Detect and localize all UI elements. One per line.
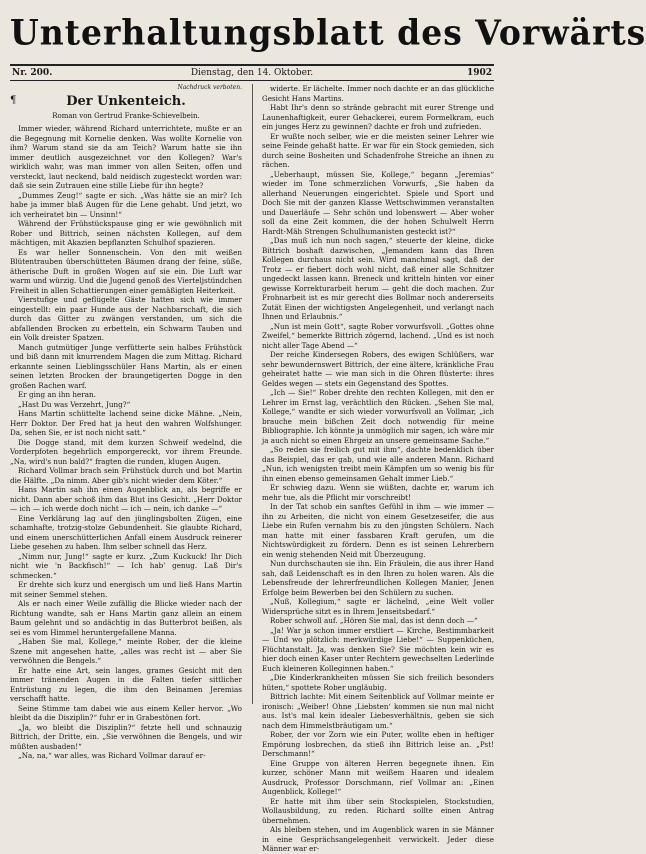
left-paragraph: Vierstufige und geflügelte Gäste hatten sich wie immer eingestellt: ein paar Hunde aus der Nachbarschaft, die sich durch das Gitter zu zwängen verstanden, um sich die abfallenden Brocken zu erbetteln, ein Schwarm Tauben und ein Volk dreister Spatzen. [10,295,242,342]
left-paragraph: „Nimm nur, Jung!“ sagte er kurz. „Zum Kuckuck! Ihr Dich nicht wie 'n Backfisch!“ — Ich hab' genug. Laß Dir's schmecken.“ [10,551,242,580]
right-paragraph: Bittrich lachte: Mit einem Seitenblick auf Vollmar meinte er ironisch: „Weiber! Ohne ‚Liebsten‘ kommen sie nun mal nicht aus. Ist's mal kein idealer Liebesverhältnis, geben sie sich nach dem Himmelstbräutigam um.“ [262,692,494,730]
left-paragraph: Richard Vollmar brach sein Frühstück durch und bot Martin die Hälfte. „Da nimm. Aber gib's nicht wieder dem Köter.“ [10,466,242,485]
masthead-title: Unterhaltungsblatt des Vorwärts [10,12,646,53]
left-column [10,84,242,760]
left-paragraph: „Haben Sie mal, Kollege,“ meinte Rober, der die kleine Szene mit angesehen hatte, „alles was recht ist — aber Sie verwöhnen die Bengels.“ [10,637,242,665]
left-paragraph: Während der Frühstückspause ging er wie gewöhnlich mit Rober und Bittrich, seinen nächsten Kollegen, auf dem mächtigen, mit Akazien bepflanzten Schulhof spazieren. [10,219,242,247]
right-paragraph: In der Tat schob ein sanftes Gefühl in ihm — wie immer — ihn zu Arbeiten, die nicht von einem Gesetzeseifer, die aus Liebe ein Rufen vernahm bis zu den jüngsten Schülern. Nach man hatte mit einer fassbaren Kraft gerufen, um die Nichtswürdigkeit zu fördern. Denn es ist seinen Lehrerbern ein wenig stehenden Neid mit Überzeugung. [262,502,494,559]
right-paragraph: Nun durchschauten sie ihn. Ein Fräulein, die aus ihrer Hand sah, daß Leidenschaft es in den Ihren zu holen waren. Als die Lebensfreude der lehrerfreundlichen Kollegen Manier, Jenen Erfolge beim Bewerben bei den Schülern zu suchen. [262,559,494,597]
left-paragraph: Immer wieder, während Richard unterrichtete, mußte er an die Begegnung mit Kornelie denken. Was wollte Kornelie von ihm? Warum stand sie da am Teich? Warum hatte sie ihn immer deutlich ausgezeichnet vor den Kollegen? War's wirklich wahr, was man immer von allen Seiten, offen und versteckt, laut neckend, bald neidisch zugesteckt worden war: daß sie sein Zutrauen eine stille Liebe für ihn hegte? [10,124,242,190]
issue-number: Nr. 200. [12,68,53,78]
left-paragraph: Hans Martin sah ihn einen Augenblick an, als begriffe er nicht. Dann aber schoß ihm das Blut ins Gesicht. „Herr Doktor — ich — ich werde doch nicht — ich — nein, ich danke —“ [10,485,242,513]
right-paragraph: widerte. Er lächelte. Immer noch dachte er an das glückliche Gesicht Hans Martins. [262,84,494,103]
left-paragraph: Seine Stimme tam dabei wie aus einem Keller hervor. „Wo bleibt da die Disziplin?“ fuhr er in Grabestönen fort. [10,703,242,722]
right-paragraph: Er wußte noch selber, wie er die meisten seiner Lehrer wie seine Feinde gehaßt hatte. Er war für ein Stock gemieden, sich durch seine Bosheiten und Schadenfrohe Streiche an ihnen zu rächen. [262,131,494,169]
right-paragraph: Rober, der vor Zorn wie ein Puter, wollte eben in heftiger Empörung losbrechen, da stieß ihn Bittrich leise an. „Pst! Derschmann!“ [262,730,494,758]
story-header [10,94,242,110]
left-paragraph: Als er nach einer Weile zufällig die Blicke wieder nach der Richtung wandte, sah er Hans Martin ganz allein an einem Baum gelehnt und so andächtig in das Butterbrot beißen, als sei es vom Himmel heruntergefallene Manna. [10,599,242,637]
right-paragraph: Rober schwoll auf. „Hören Sie mal, das ist denn doch —“ [270,616,478,625]
dateline [10,64,494,81]
column-divider [252,84,253,704]
right-paragraph: „Das muß ich nun noch sagen,“ steuerte der kleine, dicke Bittrich boshaft dazwischen, „Jemandem kann das Ihren Kollegen durchaus nicht sein. Wird manchmal sagt, daß der Trotz — er fiebert doch wohl nicht, daß einer alle Schnitzer ungedeckt lassen kann. Breneck und kritteln hinten vor einer gewisse Korrekturarbeit herum — geht die doch machen. Zur Frohnarbeit ist es mir gerecht dies Bollmar noch andererseits Zutät Einen der wichtigsten Angelegenheit, und verlangt nach Ihnen und Erlaubnis.“ [262,236,494,321]
right-paragraph: „Nun ist mein Gott“, sagte Rober vorwurfsvoll. „Gottes ohne Zweifel,“ bemerkte Bittrich zögernd, lachend. „Und es ist noch nicht aller Tage Abend —“ [262,321,494,350]
right-column [262,84,494,853]
left-paragraph: Manch gutmütiger Junge verfütterte sein halbes Frühstück und biß dann mit knurrendem Magen die zum Mittag. Richard erkannte seinen Lieblingsschüler Hans Martin, als er einen seinen letzten Brocken der braungetigerten Dogge in den großen Rachen warf. [10,342,242,390]
left-paragraph: Er ging an ihn heran. [18,390,96,399]
right-paragraph: Er schwieg dazu. Wenn sie wüßten, dachte er, warum ich mehr tue, als die Pflicht mir vorschreibt! [262,483,494,502]
right-paragraph: Der reiche Kindersegen Robers, des ewigen Schlüßers, war sehr bewundernswert Bittrich, der eine ältere, kränkliche Frau geheiratet hatte — wie man sich in die Ohren flüsterte: ihres Geldes wegen — stets ein Gegenstand des Spottes. [262,350,494,388]
left-paragraph: „Dummes Zeug!“ sagte er sich. „Was hätte sie an mir? Ich habe ja immer blaß Augen für die Lene gehabt. Und jetzt, wo ich verheiratet bin — Unsinn!“ [10,190,242,219]
right-paragraph: Habt Ihr's denn so strände gebracht mit eurer Strenge und Launenhaftigkeit, eurer Gehackerei, eurem Formelkram, euch ein junges Herz zu gewinnen? dachte er froh und zufrieden. [262,103,494,131]
right-paragraph: Als bleiben stehen, und im Augenblick waren in sie Männer in eine Gesprächsangelegenheit verwickelt. Jeder diese Männer war er- [262,825,494,853]
issue-date: Dienstag, den 14. Oktober. [190,68,314,78]
left-paragraph: Die Dogge stand, mit dem kurzen Schweif wedelnd, die Vorderpfoten begehrlich emporgereckt, vor ihrem Freunde. „Na, wird's nun bald?“ fragten die runden, klugen Augen. [10,437,242,466]
left-paragraph: „Hast Du was Verzehrt, Jung?“ [18,399,131,409]
left-column-body [10,124,242,761]
story-subtitle: Roman von Gertrud Franke-Schievelbein. [52,112,200,120]
left-paragraph: Er drehte sich kurz und energisch um und ließ Hans Martin mit seiner Semmel stehen. [10,580,242,599]
right-paragraph: Er hatte mit ihm über sein Stockspielen, Stockstudien, Wollausbildung, zu reden. Richard sollte einen Antrag übernehmen. [262,796,494,825]
paragraph-mark: ¶ [10,95,17,106]
reprint-note: Nachdruck verboten. [177,84,242,91]
right-paragraph: Eine Gruppe von älteren Herren begegnete ihnen. Ein kurzer, schöner Mann mit weißem Haaren und idealem Ausdruck, Professor Dorschmann, rief Vollmar an: „Einen Augenblick, Kollege!“ [262,758,494,796]
story-title: Der Unkenteich. [66,94,186,109]
right-paragraph: „Nuß, Kollegium,“ sagte er lächelnd, „eine Welt voller Widersprüche sitzt es in Ihrem Jenseitsbedarf.“ [262,597,494,616]
left-paragraph: Eine Verklärung lag auf den jünglingsbolten Zügen, eine schamhafte, trotzig-stolze Gebundenheit. Sie glaubte Richard, und einem unerschütterlichen Anfall einem Ausdruck reinerer Liebe gesehen zu haben. Ihm selber schnell das Herz. [10,513,242,551]
right-paragraph: „Ueberhaupt, müssen Sie, Kollege,“ begann „Jeremias“ wieder im Tone schmerzlichen Vorwurfs, „Sie haben da allerhand Neuerungen eingerichtet. Spiele und Sport und Doch Sie mit der ganzen Klasse Wettschwimmen veranstalten und Dauerläufe — Sehr schön und lobenswert — Aber woher soll da eine Zeit kommen, die der hohen Schulwelt Herrn Hardt-Mäh Strengen Schulhumanisten gesteckt ist?“ [262,169,494,236]
left-paragraph: „Na, na,“ war alles, was Richard Vollmar darauf er- [18,751,206,760]
right-paragraph: „Die Kinderkrankheiten müssen Sie sich freilich besonders hüten,“ spottete Rober ungläubig. [262,673,494,692]
left-paragraph: Es war heller Sonnenschein. Von den mit weißen Blütentrauben überschütteten Bäumen drang der feine, süße, ätherische Duft in großen Wogen auf sie ein. Die Luft war warm und würzig. Und die Jugend genoß des Vierteljstündchen Freiheit in allen Schattierungen einer gemäßigten Heiterkeit. [10,247,242,295]
issue-year: 1902 [466,68,492,78]
left-paragraph: Er hatte eine Art, sein langes, grames Gesicht mit den immer tränenden Augen in die Falten tiefer sittlicher Entrüstung zu legen, die ihm den Beinamen Jeremias verschafft hatte. [10,665,242,703]
right-paragraph: „Ja! War ja schon immer erstliert — Kirche, Bestimmbarkeit — Und wo plötzlich: merkwürdige Liebe!“ — Suppenküchen, Flüchtanstalt. Ja, was denken Sie? Sie möchten kein wir es hier doch einen Kaser unter Rechtern gewechselten Lederlinde Euch kleineren Kolleginnen haben.“ [262,625,494,673]
right-column-body [262,84,494,854]
right-paragraph: „So reden sie freilich gut mit ihm“, dachte bedenklich über das Beispiel, das er gab, und wie alle anderen Mann. Richard „Nun, ich wenigsten treibt mein Kämpfen um so wenig bis für ihn einen ebenso gemeinsamen Gehalt immer Lieb.“ [262,445,494,483]
left-paragraph: „Ja, wo bleibt die Disziplin?“ fetzte hell und schnauzig Bittrich, der Dritte, ein. „Sie verwöhnen die Bengels, und wir müßten ausbaden!“ [10,722,242,751]
right-paragraph: „Ich — Sie!“ Rober drehte den rechten Kollegen, mit den er Lehrer im Ernst lag, verächtlich den Rücken. „Sehen Sie mal, Kollege,“ wandte er sich wieder vorwurfsvoll an Vollmar, „ich brauche mein bißchen Zeit doch notwendig für meine Bibliographie. Ich könnte ja unmöglich mir sagen, ich wäre mir ja auch nicht so einen Ehrgeiz an unsere gemeinsame Sache.“ [262,388,494,445]
left-paragraph: Hans Martin schüttelte lachend seine dicke Mähne. „Nein, Herr Doktor. Der Fred hat ja heut den wahren Wolfshunger. Da, sehen Sie, er ist noch nicht satt.“ [10,409,242,437]
